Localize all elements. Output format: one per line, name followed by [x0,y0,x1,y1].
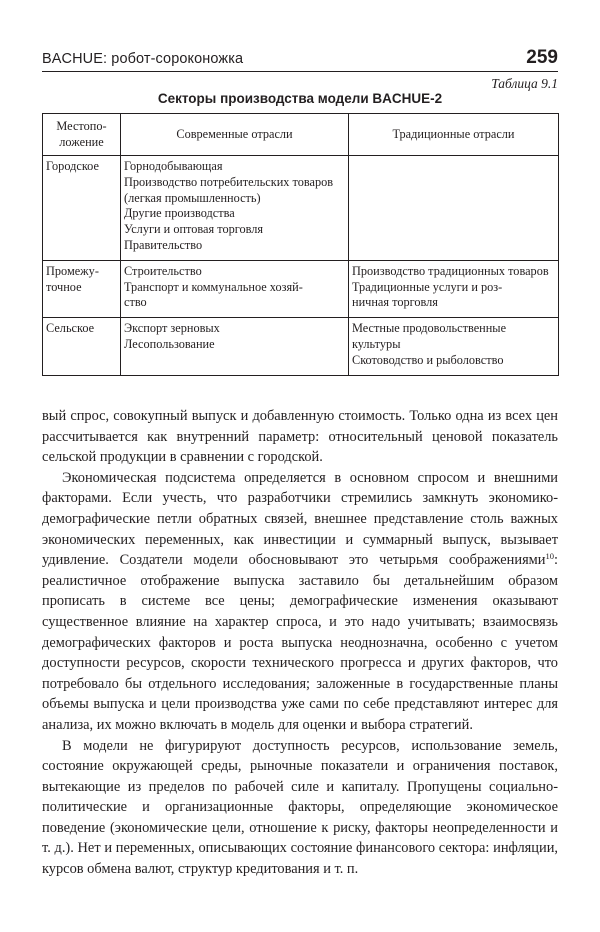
running-title: BACHUE: робот-сороконожка [42,51,244,67]
cell-item: Лесопользование [124,336,215,351]
header-rule [42,71,558,72]
cell-location-text: Промежу- точное [46,263,99,294]
cell-item: Экспорт зерновых [124,321,220,336]
col-header-modern: Современные отрасли [121,114,349,156]
cell-traditional [349,260,559,317]
table-row-urban [43,156,559,261]
cell-item: Скотоводство и рыболовство [352,352,504,367]
cell-item: Местные продовольственные культуры [352,321,507,351]
page-number: 259 [526,47,558,68]
cell-traditional [349,156,559,261]
paragraph [42,468,558,736]
cell-location: Городское [43,156,121,261]
col-header-location [43,114,121,156]
table-row-intermediate [43,260,559,317]
paragraph: В модели не фигурируют доступность ресурсов, использование земель, состояние окружающей среды, рыночные показатели и ограничения поставок, вытекающие из пределов по рабочей силе и капиталу. Пропущены социально-политические и организационные факторы, определяющие экономическое поведение (экономические цели, отношение к риску, факторы неопределенности и т. д.). Нет и переменных, описывающих состояние финансового сектора: инфляции, курсов обмена валют, структур кредитования и т. п. [42,737,558,878]
cell-modern [121,156,349,261]
cell-item: Производство традиционных товаров [352,263,549,278]
cell-location: Сельское [43,318,121,375]
cell-item: Другие производства [124,206,235,221]
paragraph: вый спрос, совокупный выпуск и добавленную стоимость. Только одна из всех цен рассчитывается как внутренний параметр: относительный ценовой показатель сельской продукции в сравнении с городской. [42,408,558,466]
cell-item: Правительство [124,237,203,252]
paragraph-text: Экономическая подсистема определяется в основном спросом и внешними факторами. Если учесть, что разработчики стремились замкнуть экономико-демографические петли обратных связей, внешнее представление столь важных экономических переменных, как инвестиции и суммарный выпуск, вызывает удивление. Создатели модели обосновывают это четырьмя соображениями [42,469,558,569]
cell-traditional [349,318,559,375]
cell-item: Традиционные услуги и роз- ничная торговля [352,279,503,310]
sectors-table [42,113,559,376]
running-header [42,48,558,72]
body-text [42,406,558,880]
col-header-traditional: Традиционные отрасли [349,114,559,156]
footnote-ref: 10 [545,551,554,562]
cell-item: Производство потребительских товаров (легкая промышленность) [124,174,334,205]
cell-modern [121,318,349,375]
paragraph-text: : реалистичное отображение выпуска заставило бы детальнейшим образом прописать в системе все цены; демографические изменения оказывают существенное влияние на характер спроса, и это надо учитывать; взаимосвязь демографических факторов и роста выпуска неоднозначна, особенно с учетом доступности ресурсов, скорости технического прогресса и других факторов, что потребовало бы отдельного исследования; заложенные в государственные планы объемы выпуска и цели производства уже сами по себе представляют интерес для анализа, их можно включать в модель для оценки и выбора стратегий. [42,552,558,733]
cell-item: Транспорт и коммунальное хозяй- ство [124,279,303,310]
cell-item: Строительство [124,263,202,278]
table-caption: Таблица 9.1 [491,76,558,91]
cell-modern [121,260,349,317]
table-row-rural [43,318,559,375]
cell-item: Услуги и оптовая торговля [124,222,264,237]
table-header-row [43,114,559,156]
cell-location [43,260,121,317]
col-header-location-text: Местопо- ложение [56,118,107,149]
cell-item: Горнодобывающая [124,159,223,173]
table-title: Секторы производства модели BACHUE-2 [157,91,443,106]
